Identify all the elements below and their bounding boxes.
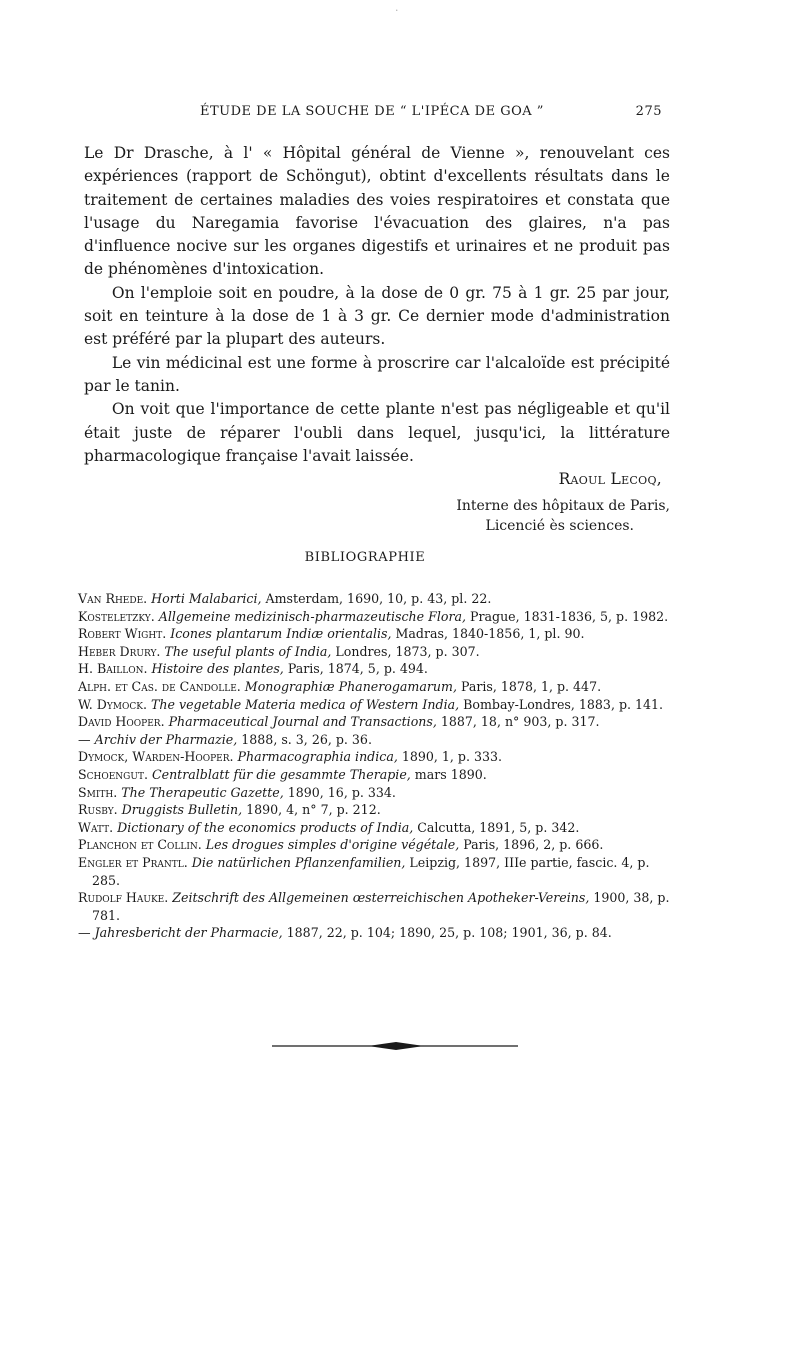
- reference-title: Jahresbericht der Pharmacie,: [94, 925, 283, 941]
- reference-title: Dictionary of the economics products of India,: [117, 819, 414, 835]
- reference-entry: [78, 801, 674, 819]
- page-number: 275: [635, 104, 662, 119]
- reference-entry: [78, 889, 674, 924]
- reference-author: David Hooper.: [78, 714, 169, 730]
- reference-author: Robert Wight.: [78, 626, 171, 642]
- reference-entry: [78, 836, 674, 854]
- paragraph: Le vin médicinal est une forme à proscrire car l'alcaloïde est précipité par le tanin.: [84, 353, 670, 395]
- signature-block: [440, 470, 670, 536]
- reference-entry: [78, 924, 674, 942]
- reference-title: Pharmacographia indica,: [237, 749, 398, 765]
- running-title: ÉTUDE DE LA SOUCHE DE “ L'IPÉCA DE GOA ”: [200, 104, 544, 119]
- reference-details: Amsterdam, 1690, 10, p. 43, pl. 22.: [261, 591, 492, 606]
- reference-title: Centralblatt für die gesammte Therapie,: [151, 766, 411, 782]
- reference-details: Madras, 1840-1856, 1, pl. 90.: [391, 626, 585, 642]
- reference-title: The Therapeutic Gazette,: [121, 784, 284, 800]
- paragraph: Le Dr Drasche, à l' « Hôpital général de Vienne », renouvelant ces expériences (rapport de Schöngut), obtint d'excellents résultats dans le traitement de certaines maladies des voies respiratoires et constata que l'usage du Naregamia favorise l'évacuation des glaires, n'a pas d'influence nocive sur les organes digestifs et urinaires et ne produit pas de phénomènes d'intoxication.: [84, 144, 670, 279]
- reference-title: Icones plantarum Indiæ orientalis,: [170, 626, 392, 642]
- reference-entry: [78, 590, 674, 608]
- reference-details: Paris, 1874, 5, p. 494.: [283, 661, 428, 677]
- reference-title: Die natürlichen Pflanzenfamilien,: [191, 854, 406, 870]
- reference-title: Les drogues simples d'origine végétale,: [205, 837, 460, 853]
- reference-entry: [78, 696, 674, 714]
- author-degree: Licencié ès sciences.: [485, 518, 634, 534]
- end-ornament: [272, 1040, 518, 1052]
- reference-entry: [78, 766, 674, 784]
- reference-author: Rudolf Hauke.: [78, 890, 173, 906]
- reference-entry: [78, 731, 674, 749]
- reference-details: Paris, 1878, 1, p. 447.: [456, 678, 602, 694]
- reference-title: The vegetable Materia medica of Western India,: [151, 696, 460, 712]
- reference-author: Heber Drury.: [78, 643, 165, 659]
- author-name: Raoul Lecoq,: [558, 470, 662, 488]
- body-text: [84, 142, 670, 468]
- reference-entry: [78, 625, 674, 643]
- reference-entry: [78, 819, 674, 837]
- stray-mark: ·: [395, 4, 399, 17]
- reference-entry: [78, 660, 674, 678]
- reference-details: 1887, 22, p. 104; 1890, 25, p. 108; 1901, 36, p. 84.: [282, 925, 612, 941]
- reference-author: Van Rhede.: [78, 591, 152, 606]
- paragraph: On l'emploie soit en poudre, à la dose de 0 gr. 75 à 1 gr. 25 par jour, soit en teinture à la dose de 1 à 3 gr. Ce dernier mode d'administration est préféré par la plupart des auteurs.: [84, 283, 670, 349]
- reference-entry: [78, 713, 674, 731]
- reference-details: Leipzig, 1897, IIIe partie, fascic. 4, p. 285.: [92, 854, 650, 888]
- reference-entry: [78, 784, 674, 802]
- reference-details: 1888, s. 3, 26, p. 36.: [237, 731, 372, 747]
- reference-author: W. Dymock.: [78, 696, 151, 712]
- reference-title: The useful plants of India,: [164, 643, 332, 659]
- reference-entry: [78, 854, 674, 889]
- reference-entry: [78, 608, 674, 626]
- reference-details: 1890, 1, p. 333.: [397, 749, 503, 765]
- bibliography-list: [78, 590, 674, 942]
- reference-details: Prague, 1831-1836, 5, p. 1982.: [466, 608, 669, 624]
- reference-details: Londres, 1873, p. 307.: [331, 643, 480, 659]
- reference-author: —: [78, 925, 95, 941]
- reference-title: Monographiæ Phanerogamarum,: [244, 678, 457, 694]
- reference-details: 1900, 38, p. 781.: [92, 890, 670, 923]
- reference-details: 1890, 4, n° 7, p. 212.: [242, 802, 381, 818]
- reference-title: Allgemeine medizinisch-pharmazeutische Flora,: [158, 608, 466, 624]
- reference-author: H. Baillon.: [78, 661, 152, 677]
- reference-details: Calcutta, 1891, 5, p. 342.: [413, 819, 580, 835]
- reference-details: Bombay-Londres, 1883, p. 141.: [459, 696, 664, 712]
- reference-details: 1890, 16, p. 334.: [283, 784, 396, 800]
- reference-author: Watt.: [78, 819, 118, 835]
- reference-details: 1887, 18, n° 903, p. 317.: [436, 714, 600, 730]
- reference-title: Druggists Bulletin,: [121, 802, 243, 818]
- reference-author: —: [78, 731, 95, 747]
- reference-title: Pharmaceutical Journal and Transactions,: [168, 714, 437, 730]
- reference-author: Smith.: [78, 784, 122, 800]
- reference-entry: [78, 748, 674, 766]
- bibliography-heading: [0, 550, 800, 565]
- running-header: [200, 104, 662, 124]
- reference-author: Rusby.: [78, 802, 122, 818]
- author-affiliation: Interne des hôpitaux de Paris,: [456, 498, 670, 514]
- reference-author: Engler et Prantl.: [78, 854, 192, 870]
- reference-author: Kosteletzky.: [78, 608, 159, 624]
- reference-title: Archiv der Pharmazie,: [94, 731, 238, 747]
- reference-entry: [78, 678, 674, 696]
- reference-details: mars 1890.: [410, 766, 487, 782]
- reference-author: Alph. et Cas. de Candolle.: [78, 678, 245, 694]
- reference-author: Planchon et Collin.: [78, 837, 206, 853]
- bibliography-title: BIBLIOGRAPHIE: [304, 550, 426, 565]
- reference-author: Dymock, Warden-Hooper.: [78, 749, 238, 765]
- reference-details: Paris, 1896, 2, p. 666.: [459, 837, 604, 853]
- paragraph: On voit que l'importance de cette plante n'est pas négligeable et qu'il était juste de réparer l'oubli dans lequel, jusqu'ici, la littérature pharmacologique française l'avait laissée.: [84, 400, 670, 465]
- reference-title: Horti Malabarici,: [151, 591, 262, 606]
- reference-title: Zeitschrift des Allgemeinen œsterreichischen Apotheker-Vereins,: [172, 890, 590, 906]
- reference-title: Histoire des plantes,: [151, 661, 284, 677]
- reference-author: Schoengut.: [78, 766, 152, 782]
- reference-entry: [78, 643, 674, 661]
